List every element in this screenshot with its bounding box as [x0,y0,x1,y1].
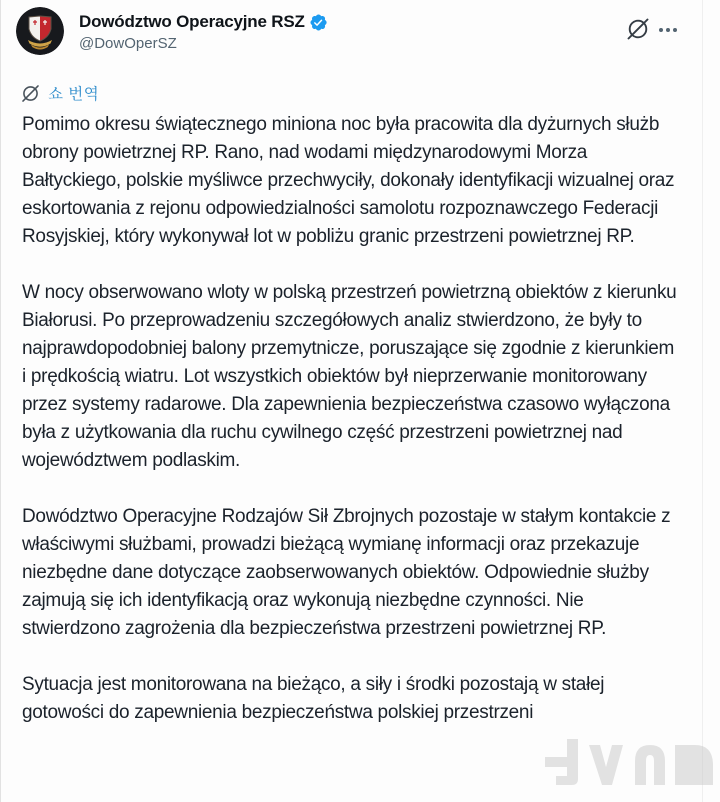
more-icon[interactable] [659,17,677,41]
tweet-paragraph: W nocy obserwowano wloty w polską przestrzeń powietrzną obiektów z kierunku Białorusi. Po przeprowadzeniu szczegółowych analiz stwierdzono, że były to najprawdopodobniej balony przemytnicze, poruszające się zgodnie z kierunkiem i prędkością wiatru. Lot wszystkich obiektów był nieprzerwanie monitorowany przez systemy radarowe. Dla zapewnienia bezpieczeństwa czasowo wyłączona była z użytkowania dla ruchu cywilnego część przestrzeni powietrznej nad województwem podlaskim. [22,282,677,471]
column-right-divider [702,0,703,802]
left-edge-divider [0,0,1,802]
grok-translate-icon [21,84,40,103]
tweet-paragraph: Dowództwo Operacyjne Rodzajów Sił Zbrojnych pozostaje w stałym kontakcie z właściwymi służbami, prowadzi bieżącą wymianę informacji oraz przekazuje niezbędne dane dotyczące zaobserwowanych obiektów. Odpowiednie służby zajmują się ich identyfikacją oraz wykonują niezbędne czynności. Nie stwierdzono zagrożenia dla bezpieczeństwa przestrzeni powietrznej RP. [22,506,671,639]
avatar[interactable] [16,7,64,55]
tweet-paragraph: Sytuacja jest monitorowana na bieżąco, a siły i środki pozostają w stałej gotowości do zapewnienia bezpieczeństwa polskiej przestrzeni [22,674,605,723]
tweet-text [22,111,678,755]
user-handle[interactable]: @DowOperSZ [79,35,177,52]
header-actions [626,17,677,41]
grok-icon[interactable] [626,17,650,41]
translate-label: 쇼 번역 [48,86,100,103]
translate-link[interactable] [21,82,99,104]
user-block [79,12,328,52]
display-name[interactable]: Dowództwo Operacyjne RSZ [79,12,305,31]
verified-badge-icon [309,13,328,32]
tweet-paragraph: Pomimo okresu świątecznego miniona noc była pracowita dla dyżurnych służb obrony powietrznej RP. Rano, nad wodami międzynarodowymi Morza Bałtyckiego, polskie myśliwce przechwyciły, dokonały identyfikacji wizualnej oraz eskortowania z rejonu odpowiedzialności samolotu rozpoznawczego Federacji Rosyjskiej, który wykonywał lot w pobliżu granic przestrzeni powietrznej RP. [22,114,675,247]
operational-command-emblem-icon [16,7,64,55]
